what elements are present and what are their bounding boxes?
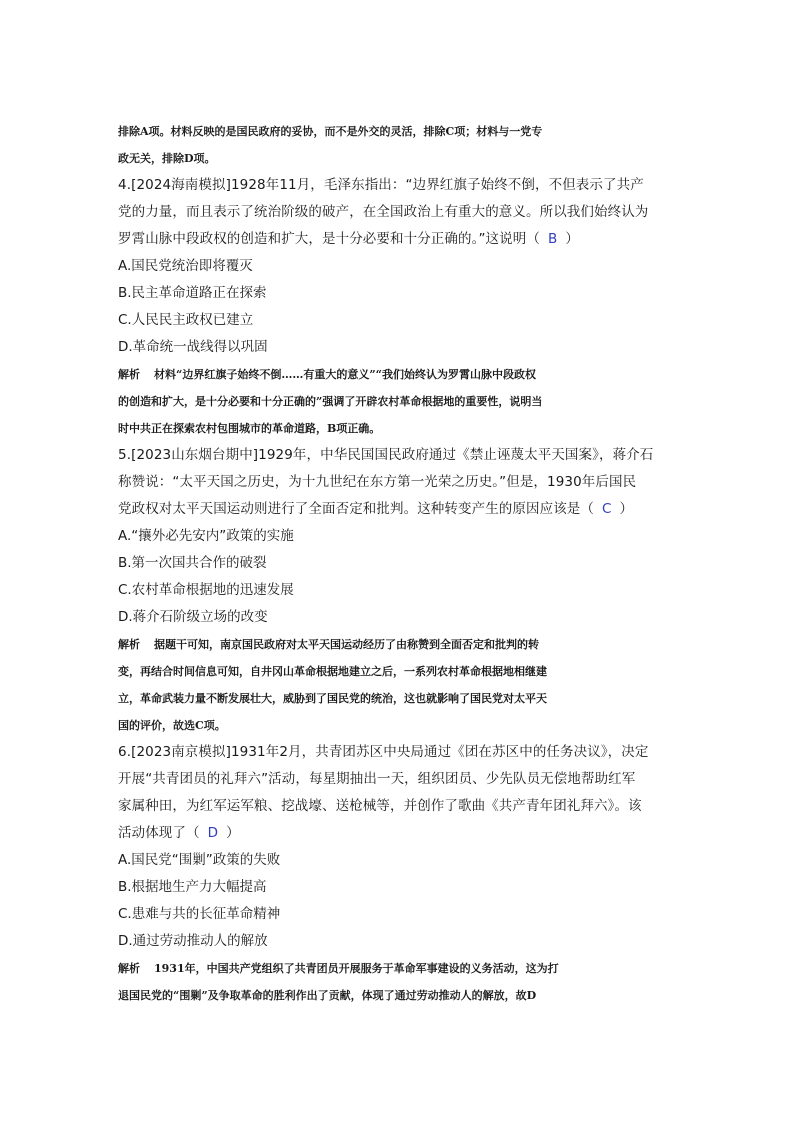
explanation-label: 解析 <box>118 368 140 381</box>
explanation-line: 排除A项。材料反映的是国民政府的妥协，而不是外交的灵活，排除C项；材料与一党专 <box>118 125 543 138</box>
question-stem-line <box>118 820 678 847</box>
option-a: A.“攘外必先安内”政策的实施 <box>118 528 294 544</box>
option-c: C.患难与共的长征革命精神 <box>118 906 281 922</box>
explanation-line: 时中共正在探索农村包围城市的革命道路，B项正确。 <box>118 422 381 435</box>
explanation-line: 政无关，排除D项。 <box>118 152 216 165</box>
answer-bracket-close: ） <box>619 501 634 517</box>
explanation-line: 国的评价，故选C项。 <box>118 719 226 732</box>
option-d: D.通过劳动推动人的解放 <box>118 933 268 949</box>
explanation-line: 变，再结合时间信息可知，自井冈山革命根据地建立之后，一系列农村革命根据地相继建 <box>118 665 547 678</box>
page-content <box>118 118 678 1009</box>
explanation-label: 解析 <box>118 962 140 975</box>
question-stem-line <box>118 226 678 253</box>
question-6 <box>118 739 678 1009</box>
question-stem-line <box>118 496 678 523</box>
question-stem-text: 党政权对太平天国运动则进行了全面否定和批判。这种转变产生的原因应该是（ <box>118 501 594 517</box>
question-stem-line: 称赞说：“太平天国之历史，为十九世纪在东方第一光荣之历史。”但是，1930年后国民 <box>118 474 637 490</box>
explanation-line <box>118 631 678 658</box>
question-stem-line: 家属种田，为红军运军粮、挖战壕、送枪械等，并创作了歌曲《共产青年团礼拜六》。该 <box>118 798 642 814</box>
explanation-text: 材料“边界红旗子始终不倒……有重大的意义”“我们始终认为罗霄山脉中段政权 <box>154 368 536 381</box>
question-4 <box>118 172 678 442</box>
answer-bracket-close: ） <box>565 231 579 247</box>
question-stem-line: 6.[2023南京模拟]1931年2月，共青团苏区中央局通过《团在苏区中的任务决议》，决定 <box>118 744 649 760</box>
answer-key: B <box>547 231 558 247</box>
question-stem-line: 开展“共青团员的礼拜六”活动，每星期抽出一天，组织团员、少先队员无偿地帮助红军 <box>118 771 636 787</box>
explanation-text: 据题干可知，南京国民政府对太平天国运动经历了由称赞到全面否定和批判的转 <box>154 638 539 651</box>
explanation-line: 退国民党的“围剿”及争取革命的胜利作出了贡献，体现了通过劳动推动人的解放，故D <box>118 989 537 1002</box>
question-stem-text: 罗霄山脉中段政权的创造和扩大，是十分必要和十分正确的。”这说明（ <box>118 231 540 247</box>
explanation-label: 解析 <box>118 638 140 651</box>
question-stem-line: 4.[2024海南模拟]1928年11月，毛泽东指出：“边界红旗子始终不倒，不但表示了共产 <box>118 177 644 193</box>
question-5 <box>118 442 678 739</box>
option-b: B.第一次国共合作的破裂 <box>118 555 267 571</box>
explanation-line <box>118 361 678 388</box>
question-stem-text: 活动体现了（ <box>118 825 200 841</box>
option-a: A.国民党统治即将覆灭 <box>118 258 253 274</box>
option-d: D.革命统一战线得以巩固 <box>118 339 268 355</box>
option-d: D.蒋介石阶级立场的改变 <box>118 609 268 625</box>
explanation-line: 立，革命武装力量不断发展壮大，威胁到了国民党的统治，这也就影响了国民党对太平天 <box>118 692 547 705</box>
answer-bracket-close: ） <box>226 825 240 841</box>
option-a: A.国民党“围剿”政策的失败 <box>118 852 281 868</box>
option-b: B.根据地生产力大幅提高 <box>118 879 267 895</box>
option-c: C.人民民主政权已建立 <box>118 312 254 328</box>
explanation-text: 1931年，中国共产党组织了共青团员开展服务于革命军事建设的义务活动，这为打 <box>154 962 559 975</box>
question-stem-line: 5.[2023山东烟台期中]1929年，中华民国国民政府通过《禁止诬蔑太平天国案》，蒋介石 <box>118 447 654 463</box>
explanation-line: 的创造和扩大，是十分必要和十分正确的”强调了开辟农村革命根据地的重要性，说明当 <box>118 395 543 408</box>
explanation-line <box>118 955 678 982</box>
question-stem-line: 党的力量，而且表示了统治阶级的破产，在全国政治上有重大的意义。所以我们始终认为 <box>118 204 649 220</box>
option-b: B.民主革命道路正在探索 <box>118 285 267 301</box>
option-c: C.农村革命根据地的迅速发展 <box>118 582 294 598</box>
answer-key: C <box>602 501 612 517</box>
answer-key: D <box>207 825 219 841</box>
